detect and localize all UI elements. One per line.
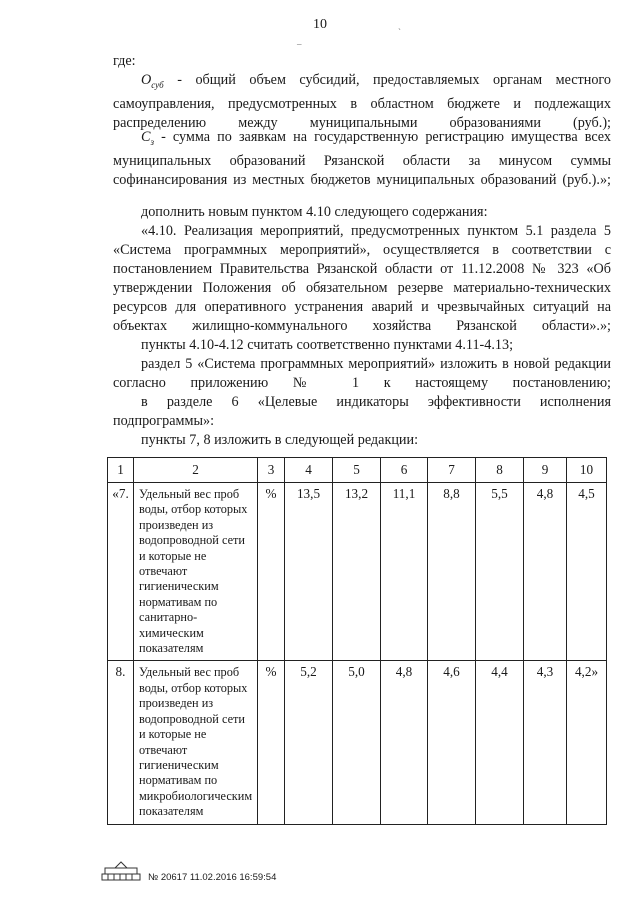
row-number: «7. <box>108 483 134 661</box>
value-cell: 4,5 <box>567 483 607 661</box>
value-cell: 13,5 <box>285 483 333 661</box>
value-cell: 4,8 <box>524 483 567 661</box>
symbol-o: O <box>141 72 152 88</box>
definition-cz-text: - сумма по заявкам на государственную регистрацию имущества всех муниципальных образований Рязанской области за минусом суммы софинансирования из местных бюджетов муниципальных образований (руб.).»; <box>113 129 611 188</box>
header-cell: 6 <box>381 458 428 483</box>
value-cell: 5,0 <box>333 661 381 824</box>
definition-osub <box>113 71 611 133</box>
paragraph-renumber: пункты 4.10-4.12 считать соответственно пунктами 4.11-4.13; <box>141 337 514 353</box>
value-cell: 5,5 <box>476 483 524 661</box>
indicator-name: Удельный вес проб воды, отбор которых произведен из водопроводной сети и которые не отвечают гигиеническим нормативам по микробиологическим показателям <box>134 661 258 824</box>
paragraph-points-7-8: пункты 7, 8 изложить в следующей редакции: <box>141 432 419 448</box>
value-cell: 13,2 <box>333 483 381 661</box>
header-cell: 2 <box>134 458 258 483</box>
symbol-c: C <box>141 129 151 145</box>
document-stamp: № 20617 11.02.2016 16:59:54 <box>148 872 277 883</box>
paragraph-section-5: раздел 5 «Система программных мероприятий» изложить в новой редакции согласно приложению № 1 к настоящему постановлению; <box>113 356 611 391</box>
definition-cz <box>113 128 611 190</box>
header-cell: 3 <box>258 458 285 483</box>
header-cell: 4 <box>285 458 333 483</box>
header-cell: 8 <box>476 458 524 483</box>
value-cell: 4,4 <box>476 661 524 824</box>
table-header-row <box>108 458 607 483</box>
header-cell: 1 <box>108 458 134 483</box>
intro-text: где: <box>113 53 136 69</box>
header-cell: 9 <box>524 458 567 483</box>
paragraph-section-6: в разделе 6 «Целевые индикаторы эффективности исполнения подпрограммы»: <box>113 394 611 429</box>
value-cell: 11,1 <box>381 483 428 661</box>
value-cell: 8,8 <box>428 483 476 661</box>
indicator-name: Удельный вес проб воды, отбор которых произведен из водопроводной сети и которые не отвечают гигиеническим нормативам по санитарно-химическим показателям <box>134 483 258 661</box>
unit-cell: % <box>258 661 285 824</box>
table-row <box>108 483 607 661</box>
header-cell: 10 <box>567 458 607 483</box>
definition-osub-text: - общий объем субсидий, предоставляемых органам местного самоуправления, предусмотренных в областном бюджете и подлежащих распределению между муниципальными образованиями (руб.); <box>113 72 611 131</box>
header-cell: 7 <box>428 458 476 483</box>
value-cell: 4,8 <box>381 661 428 824</box>
paragraph-add-4-10: дополнить новым пунктом 4.10 следующего содержания: <box>141 204 488 220</box>
government-emblem-icon <box>100 860 142 882</box>
symbol-c-subscript: з <box>150 136 154 147</box>
value-cell: 4,2» <box>567 661 607 824</box>
symbol-o-subscript: суб <box>151 79 164 90</box>
row-number: 8. <box>108 661 134 824</box>
value-cell: 4,3 <box>524 661 567 824</box>
value-cell: 5,2 <box>285 661 333 824</box>
unit-cell: % <box>258 483 285 661</box>
header-cell: 5 <box>333 458 381 483</box>
page-number: 10 <box>313 17 327 32</box>
indicators-table <box>107 457 607 825</box>
scan-mark: ˎ <box>398 20 401 30</box>
value-cell: 4,6 <box>428 661 476 824</box>
scan-mark: _ <box>297 36 302 46</box>
table-row <box>108 661 607 824</box>
paragraph-4-10: «4.10. Реализация мероприятий, предусмотренных пунктом 5.1 раздела 5 «Система программных мероприятий», осуществляется в соответствии с постановлением Правительства Рязанской области от 11.12.2008 № 323 «Об утверждении Положения об обязательном резерве материально-технических ресурсов для оперативного устранения аварий и чрезвычайных ситуаций на объектах жилищно-коммунального хозяйства Рязанской области».»; <box>113 223 611 334</box>
